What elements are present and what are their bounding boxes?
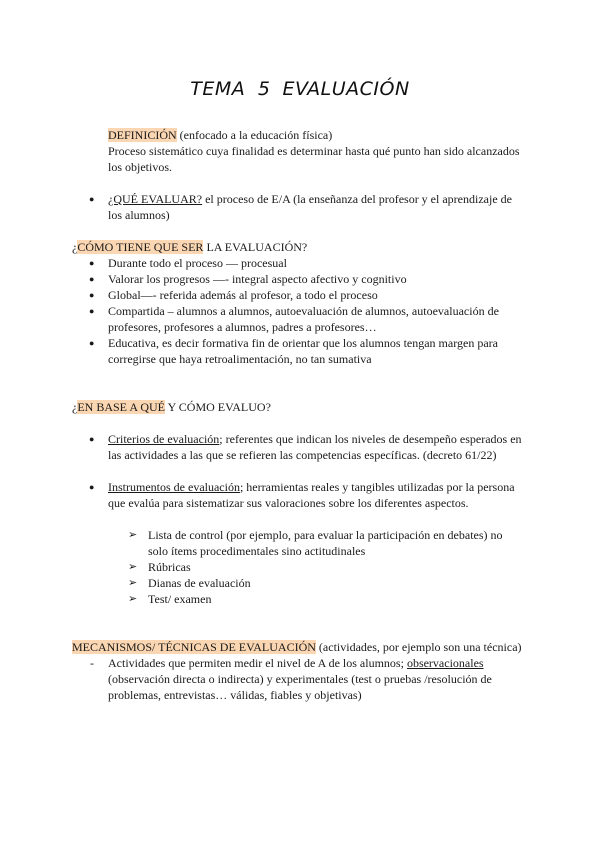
list-item: ➢ Rúbricas <box>128 559 516 575</box>
instrumentos-list <box>82 479 528 511</box>
title-main: TEMA <box>190 78 246 100</box>
list-item: ● Compartida – alumnos a alumnos, autoevaluación de alumnos, autoevaluación de profesores, profesores a alumnos, padres a profesores… <box>82 303 528 335</box>
mecanismos-heading <box>72 639 542 655</box>
mecanismos-item-pre: Actividades que permiten medir el nivel de A de los alumnos; <box>108 656 407 670</box>
list-item: ➢ Dianas de evaluación <box>128 575 516 591</box>
que-evaluar-list <box>82 191 528 223</box>
heading-highlight: EN BASE A QUÉ <box>77 400 166 414</box>
page-title <box>0 78 600 100</box>
como-tiene-heading <box>72 239 532 255</box>
heading-suffix: LA EVALUACIÓN? <box>203 240 308 254</box>
list-item: ● Durante todo el proceso — procesual <box>82 255 528 271</box>
list-item: ● Educativa, es decir formativa fin de orientar que los alumnos tengan margen para corregirse que haya retroalimentación, no tan sumativa <box>82 335 528 367</box>
heading-highlight: MECANISMOS/ TÉCNICAS DE EVALUACIÓN <box>72 640 316 654</box>
criterios-text: ; referentes que indican los niveles de desempeño esperados en las actividades a las que se refieren las competencias específicas. (decreto 61/22) <box>108 432 522 462</box>
list-item: ➢ Lista de control (por ejemplo, para evaluar la participación en debates) no solo ítems procedimentales sino actitudinales <box>128 527 516 559</box>
mecanismos-item-underlined: observacionales <box>406 656 484 670</box>
instrumentos-text: ; herramientas reales y tangibles utilizadas por la persona que evalúa para sistematizar sus valoraciones sobre los diferentes aspectos. <box>108 480 515 510</box>
como-tiene-list <box>82 255 528 367</box>
heading-note: (actividades, por ejemplo son una técnica) <box>315 640 522 654</box>
definition-heading <box>108 127 528 143</box>
mecanismos-list <box>90 655 530 703</box>
list-item <box>90 655 530 703</box>
heading-prefix: ¿ <box>72 240 78 254</box>
list-item: ➢ Test/ examen <box>128 591 516 607</box>
list-item <box>82 431 528 463</box>
criterios-list <box>82 431 528 463</box>
list-item <box>82 479 528 511</box>
list-item <box>82 191 528 223</box>
definition-note: (enfocado a la educación física) <box>176 128 333 142</box>
heading-highlight: CÓMO TIENE QUE SER <box>77 240 204 254</box>
definition-text: Proceso sistemático cuya finalidad es determinar hasta qué punto han sido alcanzados los objetivos. <box>108 144 520 174</box>
definition-label: DEFINICIÓN <box>108 128 177 142</box>
list-item: ● Global—- referida además al profesor, a todo el proceso <box>82 287 528 303</box>
definition-block <box>108 127 528 175</box>
heading-prefix: ¿ <box>72 400 78 414</box>
mecanismos-item-post: (observación directa o indirecta) y experimentales (test o pruebas /resolución de problemas, entrevistas… válidas, fiables y objetivas) <box>108 672 492 702</box>
title-rest: EVALUACIÓN <box>282 78 410 100</box>
que-evaluar-text: el proceso de E/A (la enseñanza del profesor y el aprendizaje de los alumnos) <box>108 192 512 222</box>
instrumentos-sublist <box>128 527 516 607</box>
criterios-label: Criterios de evaluación <box>108 432 220 446</box>
en-base-heading <box>72 399 532 415</box>
instrumentos-label: Instrumentos de evaluación <box>108 480 240 494</box>
title-number: 5 <box>257 78 271 100</box>
que-evaluar-label: ¿QUÉ EVALUAR? <box>108 192 203 206</box>
list-item: ● Valorar los progresos —- integral aspecto afectivo y cognitivo <box>82 271 528 287</box>
heading-suffix: Y CÓMO EVALUO? <box>165 400 271 414</box>
